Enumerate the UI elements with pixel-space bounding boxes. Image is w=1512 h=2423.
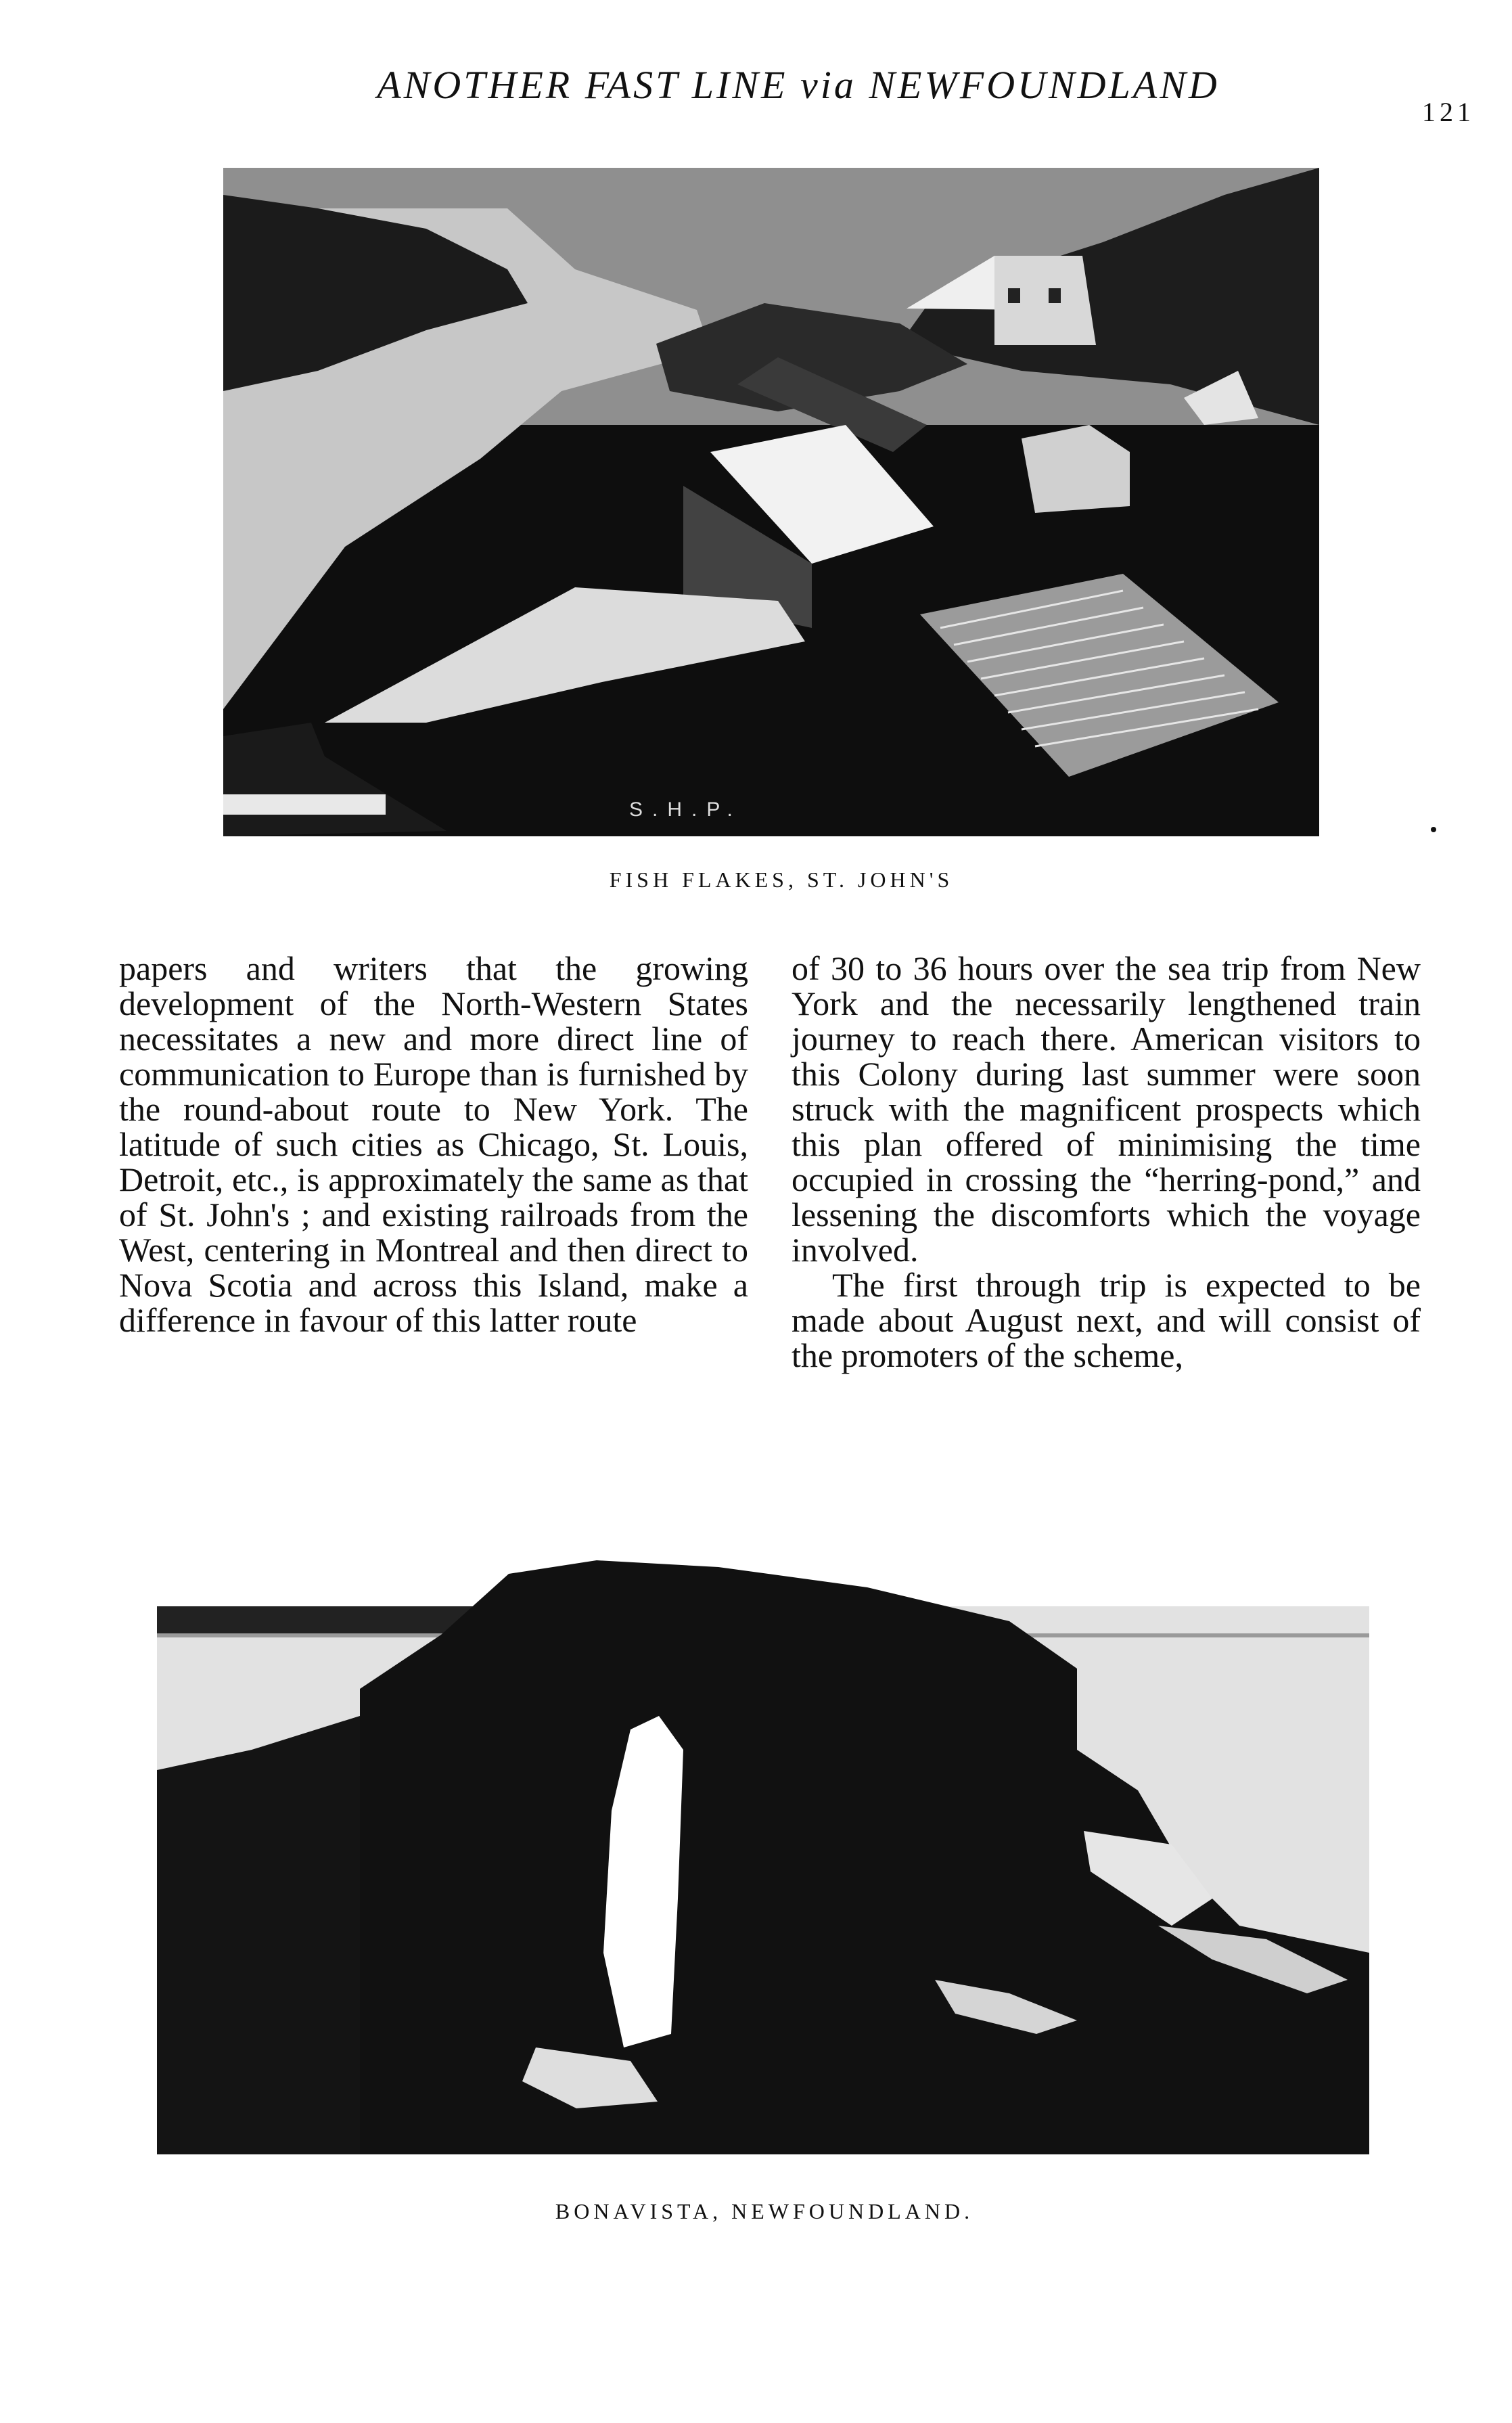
bonavista-photo: [157, 1547, 1369, 2154]
photo-caption-bottom: BONAVISTA, NEWFOUNDLAND.: [555, 2199, 974, 2223]
fish-flakes-photo-art: [223, 168, 1319, 836]
margin-dot: [1431, 827, 1436, 832]
paragraph-right-1: of 30 to 36 hours over the sea trip from New York and the necessarily lengthened train journey to reach there. American visitors to this Colony during last summer were soon struck with the magnificent prospects which this plan offered of minimising the time occupied in crossing the “herring-pond,” and lessening the discomforts which the voyage involved.: [792, 949, 1421, 1269]
photo-caption-top: FISH FLAKES, ST. JOHN'S: [609, 867, 954, 892]
bonavista-photo-art: [157, 1547, 1369, 2154]
paragraph-right-2: The first through trip is expected to be made about August next, and will consist of the promoters of the scheme,: [792, 1266, 1421, 1374]
fish-flakes-photo: [223, 168, 1319, 836]
photographer-mark: S.H.P.: [629, 798, 742, 821]
text-column-left: [119, 951, 748, 1338]
page-number: 121: [1422, 97, 1475, 127]
text-column-right: [792, 951, 1421, 1373]
paragraph-left: papers and writers that the growing development of the North-Western States necessitates a new and more direct line of communication to Europe than is furnished by the round-about route to New York. The latitude of such cities as Chicago, St. Louis, Detroit, etc., is approximately the same as that of St. John's ; and existing railroads from the West, centering in Montreal and then direct to Nova Scotia and across this Island, make a difference in favour of this latter route: [119, 949, 748, 1339]
running-title: ANOTHER FAST LINE via NEWFOUNDLAND: [377, 63, 1220, 107]
